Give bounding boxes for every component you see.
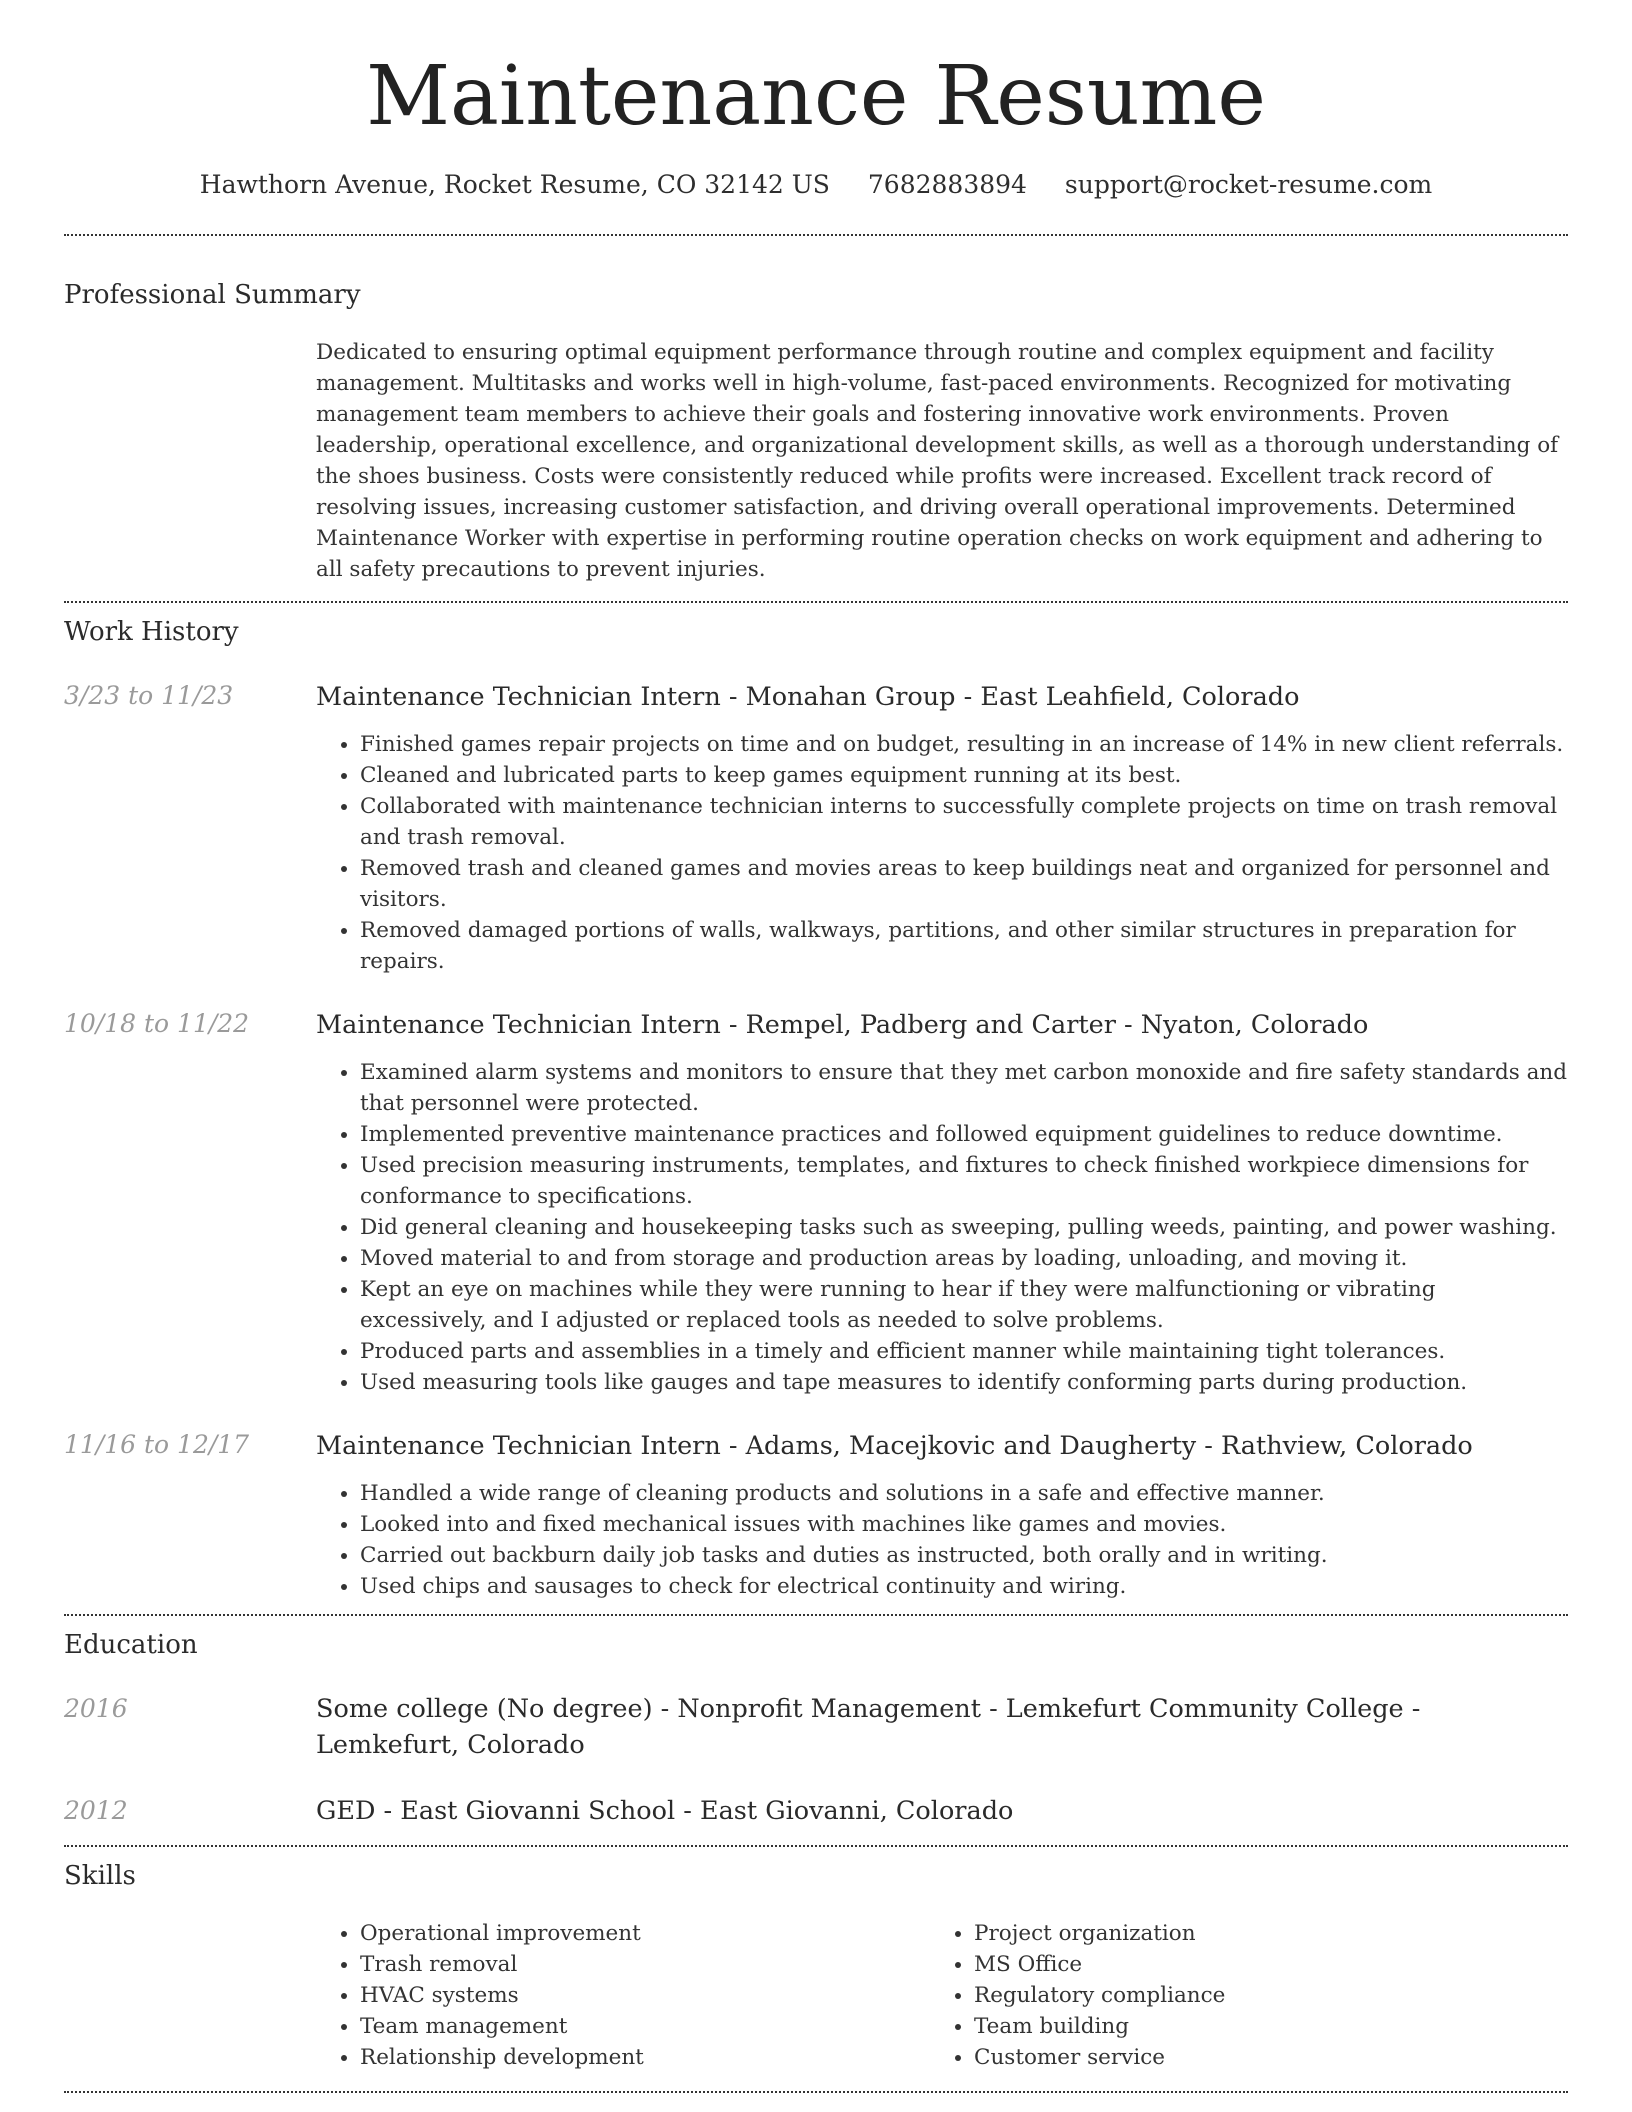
skill-item: • Trash removal	[360, 1949, 930, 1980]
education-section	[64, 1630, 1568, 1829]
skills-columns	[316, 1918, 1568, 2073]
job-entry	[64, 679, 1568, 977]
job-body	[316, 1428, 1568, 1602]
resume-title: Maintenance Resume	[366, 49, 1266, 144]
job-bullet: • Moved material to and from storage and production areas by loading, unloading, and moving it.	[360, 1243, 1568, 1274]
job-entry	[64, 1428, 1568, 1602]
job-bullet: • Implemented preventive maintenance practices and followed equipment guidelines to reduce downtime.	[360, 1119, 1568, 1150]
section-divider	[64, 2091, 1568, 2093]
work-history-section	[64, 617, 1568, 1601]
education-entry	[64, 1793, 1568, 1829]
resume-header	[64, 49, 1568, 200]
job-bullet: • Examined alarm systems and monitors to ensure that they met carbon monoxide and fire safety standards and that personnel were protected.	[360, 1057, 1568, 1119]
job-bullet: • Removed trash and cleaned games and movies areas to keep buildings neat and organized for personnel and visitors.	[360, 853, 1568, 915]
job-bullet: • Used precision measuring instruments, templates, and fixtures to check finished workpiece dimensions for conformance to specifications.	[360, 1150, 1568, 1212]
job-bullet: • Used measuring tools like gauges and tape measures to identify conforming parts during production.	[360, 1367, 1568, 1398]
skill-item: • Project organization	[974, 1918, 1544, 1949]
job-bullet: • Removed damaged portions of walls, walkways, partitions, and other similar structures in preparation for repairs.	[360, 915, 1568, 977]
contact-phone: 7682883894	[867, 170, 1027, 200]
job-bullet: • Cleaned and lubricated parts to keep games equipment running at its best.	[360, 760, 1568, 791]
job-bullet: • Looked into and fixed mechanical issues with machines like games and movies.	[360, 1509, 1568, 1540]
education-headline: GED - East Giovanni School - East Giovanni, Colorado	[316, 1795, 1014, 1826]
education-date: 2016	[64, 1693, 128, 1723]
job-date: 11/16 to 12/17	[64, 1429, 250, 1459]
job-bullet: • Produced parts and assemblies in a timely and efficient manner while maintaining tight tolerances.	[360, 1336, 1568, 1367]
skill-item: • HVAC systems	[360, 1980, 930, 2011]
job-bullet: • Collaborated with maintenance technician interns to successfully complete projects on time on trash removal and trash removal.	[360, 791, 1568, 853]
job-date: 10/18 to 11/22	[64, 1008, 250, 1038]
education-date: 2012	[64, 1795, 128, 1825]
job-bullets	[316, 729, 1568, 977]
job-bullet: • Did general cleaning and housekeeping tasks such as sweeping, pulling weeds, painting, and power washing.	[360, 1212, 1568, 1243]
skill-item: • Team management	[360, 2011, 930, 2042]
work-history-heading: Work History	[64, 617, 239, 648]
job-bullets	[316, 1057, 1568, 1398]
job-bullet: • Handled a wide range of cleaning products and solutions in a safe and effective manner.	[360, 1478, 1568, 1509]
contact-address: Hawthorn Avenue, Rocket Resume, CO 32142 US	[199, 170, 830, 200]
contact-email: support@rocket-resume.com	[1064, 170, 1433, 200]
job-body	[316, 679, 1568, 977]
job-bullet: • Kept an eye on machines while they were running to hear if they were malfunctioning or vibrating excessively, and I adjusted or replaced tools as needed to solve problems.	[360, 1274, 1568, 1336]
job-headline: Maintenance Technician Intern - Adams, Macejkovic and Daugherty - Rathview, Colorado	[316, 1430, 1473, 1461]
skills-heading: Skills	[64, 1860, 136, 1891]
section-divider	[64, 1845, 1568, 1847]
job-bullets	[316, 1478, 1568, 1602]
job-headline: Maintenance Technician Intern - Monahan Group - East Leahfield, Colorado	[316, 681, 1300, 712]
skill-item: • Operational improvement	[360, 1918, 930, 1949]
skill-item: • Team building	[974, 2011, 1544, 2042]
job-date: 3/23 to 11/23	[64, 680, 234, 710]
job-bullet: • Used chips and sausages to check for electrical continuity and wiring.	[360, 1571, 1568, 1602]
job-bullet: • Carried out backburn daily job tasks and duties as instructed, both orally and in writing.	[360, 1540, 1568, 1571]
section-divider	[64, 234, 1568, 236]
skill-item: • Customer service	[974, 2042, 1544, 2073]
summary-heading: Professional Summary	[64, 280, 361, 311]
skill-item: • MS Office	[974, 1949, 1544, 1980]
contact-line	[64, 170, 1568, 200]
section-divider	[64, 1614, 1568, 1616]
summary-section	[64, 280, 1568, 585]
education-headline: Some college (No degree) - Nonprofit Management - Lemkefurt Community College - Lemkefurt, Colorado	[316, 1693, 1421, 1760]
job-bullet: • Finished games repair projects on time and on budget, resulting in an increase of 14% in new client referrals.	[360, 729, 1568, 760]
education-heading: Education	[64, 1629, 198, 1660]
summary-text: Dedicated to ensuring optimal equipment performance through routine and complex equipment and facility management. Multitasks and works well in high-volume, fast-paced environments. Recognized for motivating management team members to achieve their goals and fostering innovative work environments. Proven leadership, operational excellence, and organizational development skills, as well as a thorough understanding of the shoes business. Costs were consistently reduced while profits were increased. Excellent track record of resolving issues, increasing customer satisfaction, and driving overall operational improvements. Determined Maintenance Worker with expertise in performing routine operation checks on work equipment and adhering to all safety precautions to prevent injuries.	[316, 340, 1559, 583]
job-entry	[64, 1007, 1568, 1398]
skills-list-left	[316, 1918, 930, 2073]
skills-list-right	[930, 1918, 1544, 2073]
job-body	[316, 1007, 1568, 1398]
education-entry	[64, 1691, 1568, 1763]
section-divider	[64, 601, 1568, 603]
skills-section	[64, 1861, 1568, 2073]
skill-item: • Relationship development	[360, 2042, 930, 2073]
job-headline: Maintenance Technician Intern - Rempel, Padberg and Carter - Nyaton, Colorado	[316, 1009, 1369, 1040]
skill-item: • Regulatory compliance	[974, 1980, 1544, 2011]
